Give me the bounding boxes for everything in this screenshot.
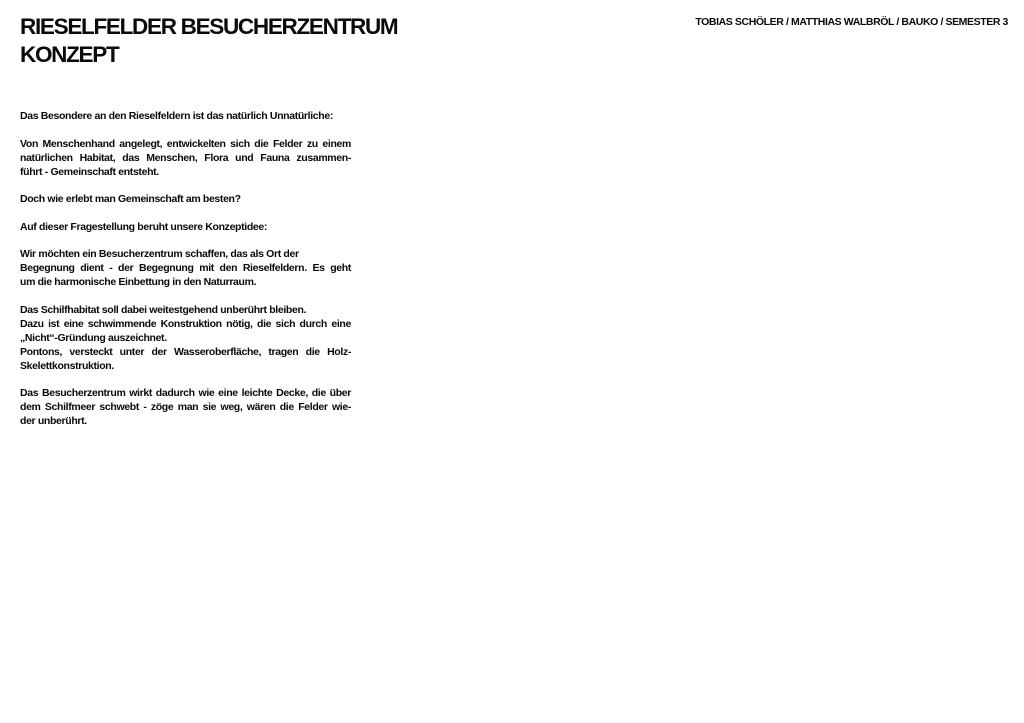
paragraph [20, 220, 351, 234]
text-line: Doch wie erlebt man Gemeinschaft am besten? [20, 193, 241, 205]
paragraph [20, 303, 351, 373]
text-line: Auf dieser Fragestellung beruht unsere Konzeptidee: [20, 220, 268, 233]
page-title: RIESELFELDER BESUCHERZENTRUM [20, 14, 398, 39]
text-line: Wir möchten ein Besucherzentrum schaffen, das als Ort der [20, 248, 299, 260]
paragraph [20, 247, 351, 289]
text-line: um die harmonische Einbettung in den Naturraum. [20, 276, 257, 288]
text-line: Skelettkonstruktion. [20, 359, 114, 372]
text-line: führt - Gemeinschaft entsteht. [20, 165, 159, 178]
text-line: Das Besucherzentrum wirkt dadurch wie eine leichte Decke, die über [20, 387, 351, 399]
page-subtitle: KONZEPT [20, 42, 119, 67]
paragraph [20, 192, 351, 206]
text-line: Das Schilfhabitat soll dabei weitestgehend unberührt bleiben. [20, 303, 307, 316]
paragraph [20, 137, 351, 179]
concept-text [20, 109, 351, 442]
text-line: Pontons, versteckt unter der Wasseroberfläche, tragen die Holz- [20, 345, 351, 358]
text-line: Das Besondere an den Rieselfeldern ist das natürlich Unnatürliche: [20, 110, 333, 122]
author-credits: TOBIAS SCHÖLER / MATTHIAS WALBRÖL / BAUKO / SEMESTER 3 [695, 16, 1008, 28]
paragraph [20, 109, 351, 123]
title-block [20, 13, 397, 69]
text-line: Begegnung dient - der Begegnung mit den Rieselfeldern. Es geht [20, 262, 351, 274]
text-line: dem Schilfmeer schwebt - zöge man sie weg, wären die Felder wie- [20, 401, 351, 413]
text-line: „Nicht“-Gründung auszeichnet. [20, 331, 167, 344]
text-line: natürlichen Habitat, das Menschen, Flora und Fauna zusammen- [20, 151, 351, 164]
paragraph [20, 386, 351, 428]
text-line: der unberührt. [20, 415, 87, 427]
text-line: Von Menschenhand angelegt, entwickelten sich die Felder zu einem [20, 137, 351, 150]
text-line: Dazu ist eine schwimmende Konstruktion nötig, die sich durch eine [20, 317, 351, 330]
